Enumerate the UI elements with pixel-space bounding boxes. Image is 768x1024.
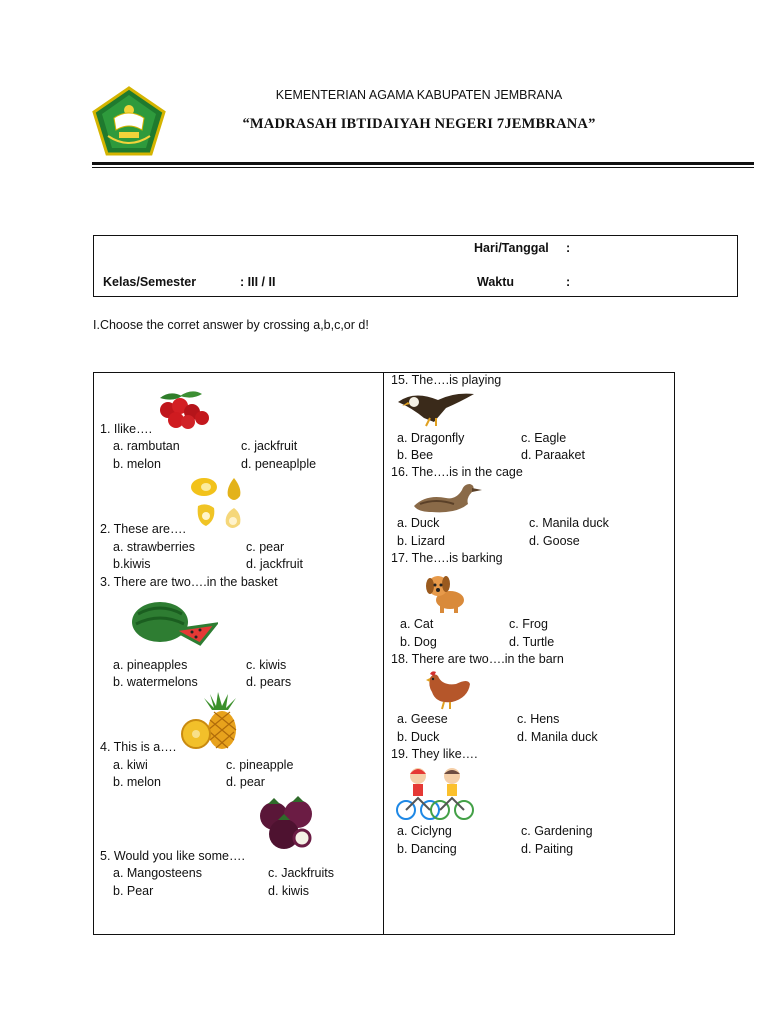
q4-option-a[interactable]: a. kiwi (113, 758, 148, 772)
q5-option-c[interactable]: c. Jackfruits (268, 866, 334, 880)
q17-option-b[interactable]: b. Dog (400, 635, 437, 649)
q1-option-d[interactable]: d. peneaplple (241, 457, 317, 471)
class-value: : III / II (240, 275, 276, 289)
q18-option-b[interactable]: b. Duck (397, 730, 440, 744)
rambutan-icon (150, 388, 214, 433)
q3-option-a[interactable]: a. pineapples (113, 658, 188, 672)
question-1: 1. Ilike…. (100, 422, 153, 436)
cycling-kids-icon (396, 764, 474, 825)
hen-icon (416, 668, 472, 713)
q18-option-c[interactable]: c. Hens (517, 712, 560, 726)
q19-option-d[interactable]: d. Paiting (521, 842, 574, 856)
q18-option-a[interactable]: a. Geese (397, 712, 448, 726)
q15-option-b[interactable]: b. Bee (397, 448, 434, 462)
q3-option-c[interactable]: c. kiwis (246, 658, 287, 672)
ministry-title: KEMENTERIAN AGAMA KABUPATEN JEMBRANA (275, 88, 563, 102)
q15-option-a[interactable]: a. Dragonfly (397, 431, 465, 445)
q17-option-d[interactable]: d. Turtle (509, 635, 555, 649)
q5-option-d[interactable]: d. kiwis (268, 884, 309, 898)
duck-icon (406, 480, 484, 519)
question-15: 15. The….is playing (391, 373, 502, 387)
q4-option-c[interactable]: c. pineapple (226, 758, 294, 772)
q16-option-d[interactable]: d. Goose (529, 534, 580, 548)
day-date-colon: : (566, 241, 571, 255)
q15-option-c[interactable]: c. Eagle (521, 431, 567, 445)
pears-icon (186, 474, 248, 537)
question-16: 16. The….is in the cage (391, 465, 523, 479)
header-rule (92, 162, 754, 165)
q1-option-c[interactable]: c. jackfruit (241, 439, 298, 453)
watermelon-icon (130, 600, 218, 649)
eagle-icon (394, 388, 476, 431)
q19-option-a[interactable]: a. Ciclyng (397, 824, 452, 838)
q18-option-d[interactable]: d. Manila duck (517, 730, 598, 744)
question-5: 5. Would you like some…. (100, 849, 245, 863)
question-3: 3. There are two….in the basket (100, 575, 278, 589)
q4-option-d[interactable]: d. pear (226, 775, 265, 789)
q1-option-a[interactable]: a. rambutan (113, 439, 180, 453)
question-17: 17. The….is barking (391, 551, 503, 565)
q2-option-d[interactable]: d. jackfruit (246, 557, 303, 571)
q3-option-b[interactable]: b. watermelons (113, 675, 198, 689)
q1-option-b[interactable]: b. melon (113, 457, 161, 471)
instruction-text: I.Choose the corret answer by crossing a,b,c,or d! (93, 318, 369, 332)
day-date-label: Hari/Tanggal (474, 241, 549, 255)
q16-option-a[interactable]: a. Duck (397, 516, 440, 530)
q2-option-c[interactable]: c. pear (246, 540, 285, 554)
q5-option-b[interactable]: b. Pear (113, 884, 154, 898)
q16-option-c[interactable]: c. Manila duck (529, 516, 609, 530)
q4-option-b[interactable]: b. melon (113, 775, 161, 789)
q19-option-b[interactable]: b. Dancing (397, 842, 457, 856)
q2-option-b[interactable]: b.kiwis (113, 557, 151, 571)
question-2: 2. These are…. (100, 522, 186, 536)
question-19: 19. They like…. (391, 747, 478, 761)
class-label: Kelas/Semester (103, 275, 197, 289)
header-rule-thin (92, 167, 754, 168)
dog-icon (416, 570, 480, 617)
time-colon: : (566, 275, 571, 289)
pineapple-icon (178, 690, 254, 753)
column-divider (383, 372, 384, 935)
q3-option-d[interactable]: d. pears (246, 675, 292, 689)
mangosteen-icon (252, 794, 320, 855)
q17-option-c[interactable]: c. Frog (509, 617, 548, 631)
q19-option-c[interactable]: c. Gardening (521, 824, 593, 838)
q17-option-a[interactable]: a. Cat (400, 617, 434, 631)
question-18: 18. There are two….in the barn (391, 652, 564, 666)
time-label: Waktu (477, 275, 515, 289)
q16-option-b[interactable]: b. Lizard (397, 534, 445, 548)
q5-option-a[interactable]: a. Mangosteens (113, 866, 202, 880)
question-4: 4. This is a…. (100, 740, 177, 754)
q15-option-d[interactable]: d. Paraaket (521, 448, 585, 462)
school-title: “MADRASAH IBTIDAIYAH NEGERI 7JEMBRANA” (242, 116, 596, 132)
q2-option-a[interactable]: a. strawberries (113, 540, 195, 554)
